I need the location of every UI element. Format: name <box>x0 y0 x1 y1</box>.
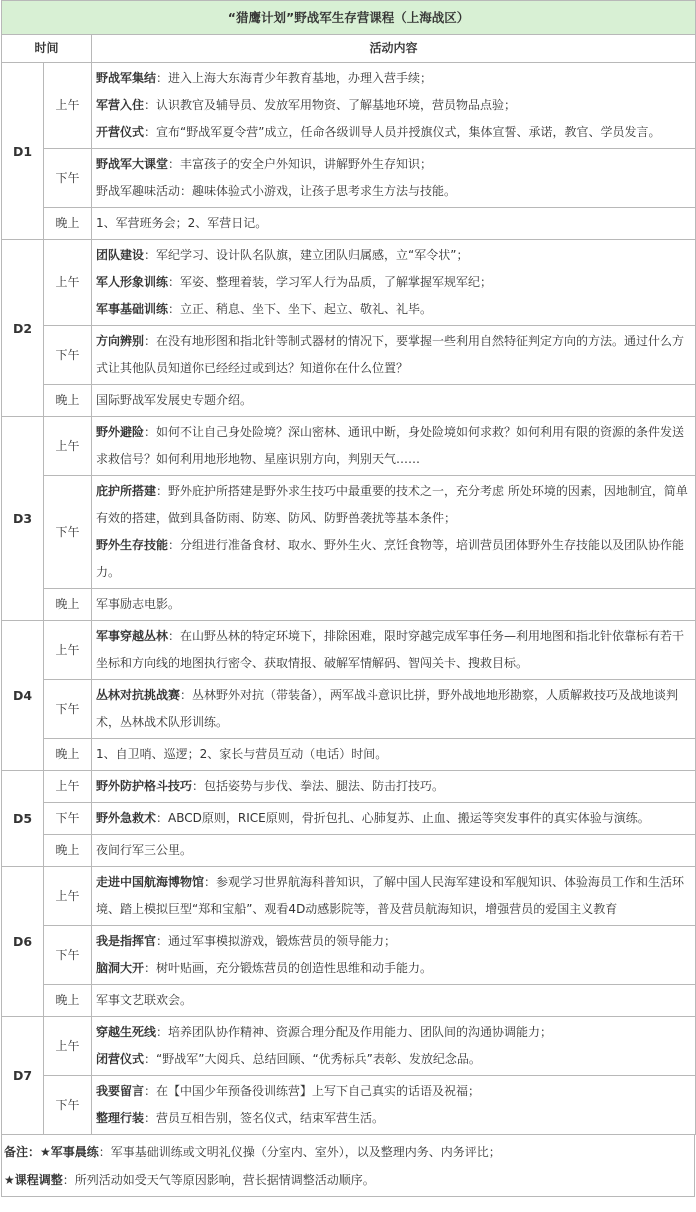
activity-line <box>96 682 691 736</box>
note-label: ★课程调整 <box>4 1173 63 1187</box>
activity-text: ：营员互相告别，签名仪式，结束军营生活。 <box>144 1111 385 1125</box>
activity-line <box>96 242 691 269</box>
activity-line <box>96 1105 691 1132</box>
activity-line <box>96 151 691 178</box>
activity-cell <box>92 985 696 1017</box>
schedule-row <box>2 208 696 240</box>
schedule-row <box>2 835 696 867</box>
activity-label: 我是指挥官 <box>96 934 157 948</box>
activity-line <box>96 928 691 955</box>
schedule-row <box>2 1076 696 1135</box>
activity-cell <box>92 926 696 985</box>
activity-text: ：认识教官及辅导员、发放军用物资、了解基地环境，营员物品点验； <box>144 98 517 112</box>
period-cell: 上午 <box>44 621 92 680</box>
activity-cell <box>92 326 696 385</box>
day-cell: D2 <box>2 240 44 417</box>
period-cell: 上午 <box>44 1017 92 1076</box>
activity-line <box>96 773 691 800</box>
activity-text: ：丛林野外对抗（带装备），两军战斗意识比拼，野外战地地形勘察，人质解救技巧及战地谈判术，丛林战术队形训练。 <box>96 688 679 729</box>
period-cell: 下午 <box>44 926 92 985</box>
period-cell: 晚上 <box>44 385 92 417</box>
period-cell: 下午 <box>44 803 92 835</box>
period-cell: 下午 <box>44 326 92 385</box>
activity-header: 活动内容 <box>92 35 696 63</box>
activity-label: 野外急救术 <box>96 811 157 825</box>
activity-text: ：立正、稍息、坐下、坐下、起立、敬礼、礼毕。 <box>168 302 433 316</box>
activity-line <box>96 869 691 923</box>
day-cell: D6 <box>2 867 44 1017</box>
activity-label: 丛林对抗挑战赛 <box>96 688 181 702</box>
activity-cell <box>92 739 696 771</box>
activity-line <box>96 119 691 146</box>
period-cell: 上午 <box>44 867 92 926</box>
activity-text: ：进入上海大东海青少年教育基地，办理入营手续； <box>156 71 433 85</box>
activity-label: 野战军集结 <box>96 71 157 85</box>
activity-line <box>96 92 691 119</box>
activity-label: 开营仪式 <box>96 125 145 139</box>
page-title: “猎鹰计划”野战军生存营课程（上海战区） <box>2 1 696 35</box>
period-cell: 下午 <box>44 680 92 739</box>
activity-line <box>96 387 691 414</box>
activity-line <box>96 987 691 1014</box>
activity-line <box>96 478 691 532</box>
schedule-row <box>2 985 696 1017</box>
activity-text: ：在【中国少年预备役训练营】上写下自己真实的话语及祝福； <box>144 1084 481 1098</box>
day-cell: D7 <box>2 1017 44 1135</box>
schedule-row <box>2 926 696 985</box>
schedule-row <box>2 589 696 621</box>
activity-text: ：如何不让自己身处险境？深山密林、通讯中断，身处险境如何求救？如何利用有限的资源的条件发送求救信号？如何利用地形地物、星座识别方向，判别天气…… <box>96 425 685 466</box>
activity-cell <box>92 476 696 589</box>
activity-cell <box>92 589 696 621</box>
period-cell: 上午 <box>44 240 92 326</box>
activity-cell <box>92 1017 696 1076</box>
activity-cell <box>92 240 696 326</box>
activity-label: 野战军大课堂 <box>96 157 169 171</box>
period-cell: 晚上 <box>44 835 92 867</box>
activity-line <box>96 591 691 618</box>
period-cell: 晚上 <box>44 589 92 621</box>
schedule-row <box>2 476 696 589</box>
time-header: 时间 <box>2 35 92 63</box>
note-line <box>2 1166 694 1194</box>
activity-line <box>96 1078 691 1105</box>
period-cell: 晚上 <box>44 208 92 240</box>
activity-text: ：“野战军”大阅兵、总结回顾、“优秀标兵”表彰、发放纪念品。 <box>144 1052 481 1066</box>
activity-cell <box>92 835 696 867</box>
schedule-row <box>2 240 696 326</box>
activity-cell <box>92 149 696 208</box>
activity-text: ：在没有地形图和指北针等制式器材的情况下，要掌握一些利用自然特征判定方向的方法。通过什么方式让其他队员知道你已经经过或到达？知道你在什么位置？ <box>96 334 685 375</box>
activity-text: ：培养团队协作精神、资源合理分配及作用能力、团队间的沟通协调能力； <box>156 1025 553 1039</box>
activity-label: 我要留言 <box>96 1084 145 1098</box>
activity-text: ：树叶贴画，充分锻炼营员的创造性思维和动手能力。 <box>144 961 433 975</box>
activity-line <box>96 741 691 768</box>
activity-text: 军事文艺联欢会。 <box>96 993 193 1007</box>
activity-line <box>96 296 691 323</box>
activity-line <box>96 805 691 832</box>
activity-cell <box>92 680 696 739</box>
activity-cell <box>92 385 696 417</box>
schedule-row <box>2 803 696 835</box>
header-row <box>2 35 696 63</box>
activity-cell <box>92 208 696 240</box>
note-label: 备注：★军事晨练 <box>4 1145 99 1159</box>
activity-cell <box>92 621 696 680</box>
activity-label: 穿越生死线 <box>96 1025 157 1039</box>
period-cell: 上午 <box>44 63 92 149</box>
schedule-row <box>2 149 696 208</box>
activity-line <box>96 837 691 864</box>
activity-text: ：宣布“野战军夏令营”成立，任命各级训导人员并授旗仪式，集体宣誓、承诺，教官、学员发言。 <box>144 125 661 139</box>
period-cell: 晚上 <box>44 985 92 1017</box>
schedule-table <box>1 0 696 1135</box>
activity-text: 夜间行军三公里。 <box>96 843 193 857</box>
activity-text: ：军姿、整理着装，学习军人行为品质，了解掌握军规军纪； <box>168 275 493 289</box>
period-cell: 下午 <box>44 149 92 208</box>
schedule-row <box>2 385 696 417</box>
activity-label: 野外防护格斗技巧 <box>96 779 193 793</box>
activity-text: ：在山野丛林的特定环境下，排除困难，限时穿越完成军事任务—利用地图和指北针依靠标有若干坐标和方向线的地图执行密令、获取情报、破解军情解码、智闯关卡、搜救目标。 <box>96 629 685 670</box>
activity-text: 军事励志电影。 <box>96 597 181 611</box>
note-line <box>2 1138 694 1166</box>
activity-label: 庇护所搭建 <box>96 484 157 498</box>
activity-cell <box>92 1076 696 1135</box>
activity-label: 方向辨别 <box>96 334 145 348</box>
activity-label: 闭营仪式 <box>96 1052 145 1066</box>
activity-line <box>96 178 691 205</box>
activity-label: 军事基础训练 <box>96 302 169 316</box>
activity-text: 国际野战军发展史专题介绍。 <box>96 393 253 407</box>
activity-cell <box>92 417 696 476</box>
activity-label: 脑洞大开 <box>96 961 145 975</box>
activity-label: 野外避险 <box>96 425 145 439</box>
activity-line <box>96 955 691 982</box>
schedule-row <box>2 1017 696 1076</box>
schedule-row <box>2 621 696 680</box>
day-cell: D1 <box>2 63 44 240</box>
activity-label: 团队建设 <box>96 248 145 262</box>
schedule-row <box>2 867 696 926</box>
activity-text: ：丰富孩子的安全户外知识，讲解野外生存知识； <box>168 157 433 171</box>
activity-text: 1、军营班务会；2、军营日记。 <box>96 216 268 230</box>
activity-line <box>96 419 691 473</box>
activity-text: 1、自卫哨、巡逻；2、家长与营员互动（电话）时间。 <box>96 747 388 761</box>
period-cell: 上午 <box>44 417 92 476</box>
period-cell: 下午 <box>44 1076 92 1135</box>
activity-text: ：军纪学习、设计队名队旗，建立团队归属感，立“军令状”； <box>144 248 469 262</box>
schedule-row <box>2 680 696 739</box>
activity-label: 军事穿越丛林 <box>96 629 169 643</box>
activity-cell <box>92 867 696 926</box>
activity-text: ：通过军事模拟游戏，锻炼营员的领导能力； <box>156 934 397 948</box>
schedule-row <box>2 739 696 771</box>
activity-line <box>96 623 691 677</box>
activity-line <box>96 532 691 586</box>
schedule-row <box>2 326 696 385</box>
activity-line <box>96 328 691 382</box>
period-cell: 晚上 <box>44 739 92 771</box>
activity-text: ：包括姿势与步伐、拳法、腿法、防击打技巧。 <box>192 779 445 793</box>
activity-line <box>96 1019 691 1046</box>
course-schedule <box>1 0 695 1197</box>
activity-cell <box>92 63 696 149</box>
activity-label: 整理行装 <box>96 1111 145 1125</box>
activity-text: 野战军趣味活动：趣味体验式小游戏，让孩子思考求生方法与技能。 <box>96 184 457 198</box>
schedule-row <box>2 771 696 803</box>
activity-label: 军人形象训练 <box>96 275 169 289</box>
note-text: ：军事基础训练或文明礼仪操（分室内、室外），以及整理内务、内务评比； <box>98 1145 501 1159</box>
period-cell: 上午 <box>44 771 92 803</box>
note-text: ：所列活动如受天气等原因影响，营长据情调整活动顺序。 <box>62 1173 375 1187</box>
activity-text: ：分组进行准备食材、取水、野外生火、烹饪食物等，培训营员团体野外生存技能以及团队协作能力。 <box>96 538 685 579</box>
activity-cell <box>92 803 696 835</box>
activity-text: ：ABCD原则，RICE原则，骨折包扎、心肺复苏、止血、搬运等突发事件的真实体验与演练。 <box>156 811 650 825</box>
day-cell: D4 <box>2 621 44 771</box>
activity-cell <box>92 771 696 803</box>
activity-line <box>96 210 691 237</box>
period-cell: 下午 <box>44 476 92 589</box>
day-cell: D5 <box>2 771 44 867</box>
title-row <box>2 1 696 35</box>
activity-label: 走进中国航海博物馆 <box>96 875 205 889</box>
activity-text: ：参观学习世界航海科普知识，了解中国人民海军建设和军舰知识、体验海员工作和生活环境、踏上模拟巨型“郑和宝船”、观看4D动感影院等，普及营员航海知识，增强营员的爱国主义教育 <box>96 875 685 916</box>
day-cell: D3 <box>2 417 44 621</box>
notes-section <box>1 1135 695 1197</box>
schedule-row <box>2 417 696 476</box>
activity-label: 野外生存技能 <box>96 538 169 552</box>
activity-line <box>96 269 691 296</box>
activity-label: 军营入住 <box>96 98 145 112</box>
activity-text: ：野外庇护所搭建是野外求生技巧中最重要的技术之一，充分考虑 所处环境的因素，因地制宜，简单有效的搭建，做到具备防雨、防寒、防风、防野兽袭扰等基本条件； <box>96 484 688 525</box>
schedule-row <box>2 63 696 149</box>
activity-line <box>96 1046 691 1073</box>
activity-line <box>96 65 691 92</box>
